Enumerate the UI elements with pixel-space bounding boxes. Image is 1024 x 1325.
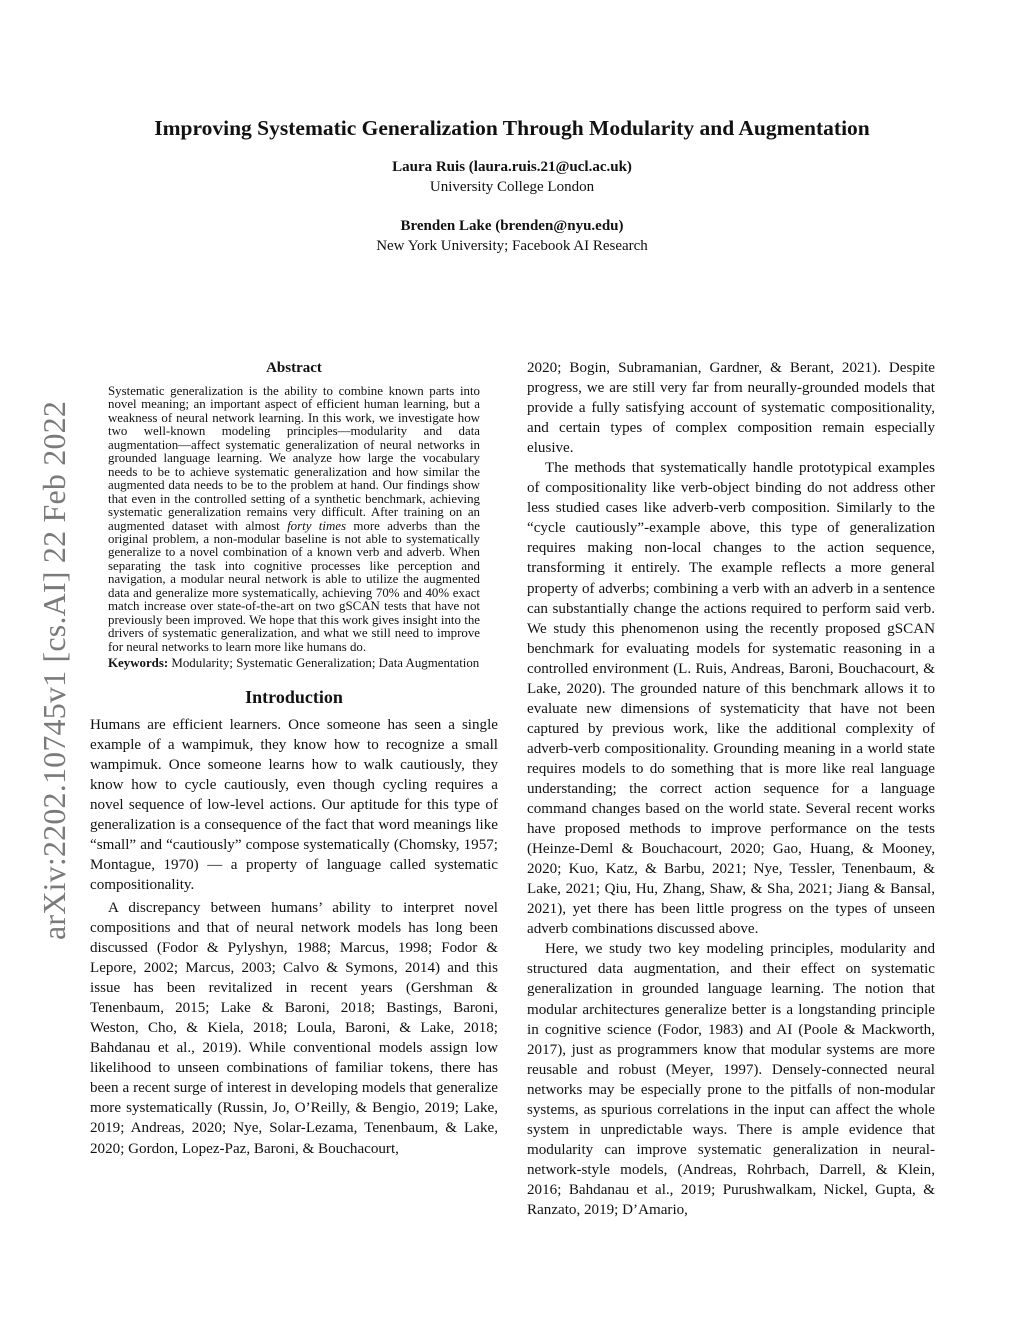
intro-paragraph: Humans are efficient learners. Once someone has seen a single example of a wampimuk, they know how to recognize a small wampimuk. Once someone learns how to walk cautiously, they know how to cycle cautiously, even though cycling requires a novel sequence of low-level actions. Our aptitude for this type of generalization is a consequence of the fact that word meanings like “small” and “cautiously” compose systematically (Chomsky, 1957; Montague, 1970) — a property of language called systematic compositionality.: [90, 716, 498, 893]
right-column: [527, 358, 935, 1220]
paper-title: Improving Systematic Generalization Through Modularity and Augmentation: [154, 116, 870, 140]
abstract-heading: Abstract: [266, 360, 322, 376]
author-affiliation: New York University; Facebook AI Research: [376, 238, 648, 254]
abstract-section: [90, 360, 498, 671]
body-paragraph: Here, we study two key modeling principles, modularity and structured data augmentation, and their effect on systematic generalization in grounded language learning. The notion that modular architectures generalize better is a longstanding principle in cognitive science (Fodor, 1983) and AI (Poole & Mackworth, 2017), just as programmers know that modular systems are more reusable and robust (Meyer, 1997). Densely-connected neural networks may be especially prone to the pitfalls of non-modular systems, as spurious correlations in the input can affect the whole system in unpredictable ways. There is ample evidence that modularity can improve systematic generalization in neural-network-style models, (Andreas, Rohrbach, Darrell, & Klein, 2016; Bahdanau et al., 2019; Purushwalkam, Nickel, Gupta, & Ranzato, 2019; D’Amario,: [527, 941, 935, 1218]
intro-paragraph: A discrepancy between humans’ ability to interpret novel compositions and that of neural network models has long been discussed (Fodor & Pylyshyn, 1988; Marcus, 1998; Fodor & Lepore, 2002; Marcus, 2003; Calvo & Symons, 2014) and this issue has been revitalized in recent years (Gershman & Tenenbaum, 2015; Lake & Baroni, 2018; Bastings, Baroni, Weston, Cho, & Kiela, 2018; Loula, Baroni, & Lake, 2018; Bahdanau et al., 2019). While conventional models assign low likelihood to unseen combinations of familiar tokens, there has been a recent surge of interest in developing models that generalize more systematically (Russin, Jo, O’Reilly, & Bengio, 2019; Lake, 2019; Andreas, 2020; Nye, Solar-Lezama, Tenenbaum, & Lake, 2020; Gordon, Lopez-Paz, Baroni, & Bouchacourt,: [90, 899, 498, 1157]
keywords-label: Keywords:: [108, 656, 169, 671]
author-name: Brenden Lake (brenden@nyu.edu): [400, 218, 624, 234]
abstract-text-part: more adverbs than the original problem, a non-modular baseline is not able to systematically generalize to a novel combination of a known verb and adverb. When separating the task into cognitive processes like perception and navigation, a modular neural network is able to utilize the augmented data and generalize more systematically, achieving 70% and 40% exact match increase over state-of-the-art on two gSCAN tests that have not previously been improved. We hope that this work gives insight into the drivers of systematic generalization, and what we still need to improve for neural networks to learn more like humans do.: [108, 518, 480, 654]
author-1: [0, 157, 1024, 197]
introduction-heading: Introduction: [245, 686, 343, 707]
abstract-emphasis: forty times: [287, 518, 347, 533]
author-2: [0, 216, 1024, 256]
author-affiliation: University College London: [429, 179, 595, 195]
keywords-text: Modularity; Systematic Generalization; Data Augmentation: [171, 656, 480, 671]
left-column: [90, 360, 498, 1159]
body-paragraph: The methods that systematically handle prototypical examples of compositionality like verb-object binding do not address other less studied cases like adverb-verb composition. Similarly to the “cycle cautiously”-example above, this type of generalization requires making non-local changes to the action sequence, transforming it entirely. The example reflects a more general property of adverbs; combining a verb with an adverb in a sentence can substantially change the actions required to perform said verb. We study this phenomenon using the recently proposed gSCAN benchmark for evaluating models for systematic reasoning in a controlled environment (L. Ruis, Andreas, Baroni, Bouchacourt, & Lake, 2020). The grounded nature of this benchmark allows it to evaluate new dimensions of systematicity that have not been captured by previous work, like the additional complexity of adverb-verb compositionality. Grounding meaning in a world state requires models to do something that is more like real language understanding; the correct action sequence for a language command changes based on the world state. Several recent works have proposed methods to improve performance on the tests (Heinze-Deml & Bouchacourt, 2020; Gao, Huang, & Mooney, 2020; Kuo, Katz, & Barbu, 2021; Nye, Tessler, Tenenbaum, & Lake, 2021; Qiu, Hu, Zhang, Shaw, & Sha, 2021; Jiang & Bansal, 2021), yet there has been little progress on the types of unseen adverb combinations discussed above.: [527, 460, 935, 938]
arxiv-identifier: arXiv:2202.10745v1 [cs.AI] 22 Feb 2022: [36, 400, 72, 940]
abstract-text-part: Systematic generalization is the ability to combine known parts into novel meaning; an important aspect of efficient human learning, but a weakness of neural network learning. In this work, we investigate how two well-known modeling principles—modularity and data augmentation—affect systematic generalization of neural networks in grounded language learning. We analyze how large the vocabulary needs to be to achieve systematic generalization and how similar the augmented data needs to be to the problem at hand. Our findings show that even in the controlled setting of a synthetic benchmark, achieving systematic generalization remains very difficult. After training on an augmented dataset with almost: [108, 384, 480, 533]
author-name: Laura Ruis (laura.ruis.21@ucl.ac.uk): [392, 159, 632, 175]
body-paragraph: 2020; Bogin, Subramanian, Gardner, & Berant, 2021). Despite progress, we are still very far from neurally-grounded models that provide a fully satisfying account of systematic compositionality, and certain types of complex composition remain especially elusive.: [527, 360, 935, 457]
abstract-text: [108, 385, 480, 654]
keywords: [108, 657, 480, 670]
